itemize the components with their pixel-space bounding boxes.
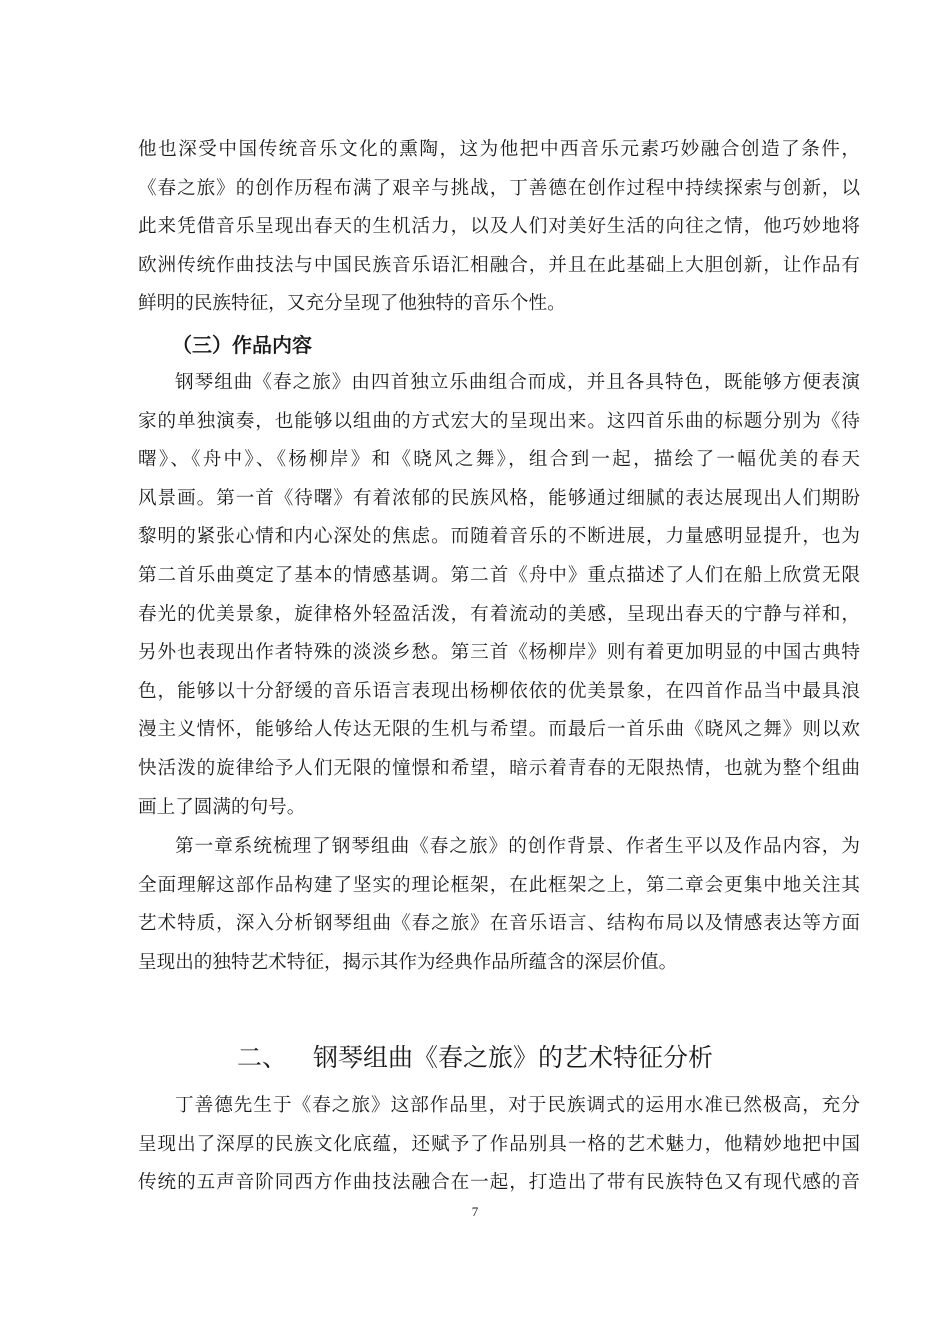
text-line: 曙》、《舟中》、《杨柳岸》和《晓风之舞》，组合到一起，描绘了一幅优美的春天: [138, 449, 860, 471]
paragraph-chapter-summary: [138, 828, 860, 982]
text-line: 第二首乐曲奠定了基本的情感基调。第二首《舟中》重点描述了人们在船上欣赏无限: [138, 564, 860, 586]
text-line: 画上了圆满的句号。: [138, 796, 306, 818]
text-line: 他也深受中国传统音乐文化的熏陶，这为他把中西音乐元素巧妙融合创造了条件，: [138, 139, 860, 160]
text-line: 快活泼的旋律给予人们无限的憧憬和希望，暗示着青春的无限热情，也就为整个组曲: [138, 757, 860, 779]
text-line: 春光的优美景象，旋律格外轻盈活泼，有着流动的美感，呈现出春天的宁静与祥和，: [138, 603, 860, 625]
text-line: 丁善德先生于《春之旅》这部作品里，对于民族调式的运用水准已然极高，充分: [175, 1095, 860, 1116]
subsection-heading: （三）作品内容: [172, 333, 312, 357]
text-line: 家的单独演奏，也能够以组曲的方式宏大的呈现出来。这四首乐曲的标题分别为《待: [138, 410, 860, 432]
text-line: 色，能够以十分舒缓的音乐语言表现出杨柳依依的优美景象，在四首作品当中最具浪: [138, 680, 860, 702]
text-line: 艺术特质，深入分析钢琴组曲《春之旅》在音乐语言、结构布局以及情感表达等方面: [138, 913, 860, 935]
text-line: 第一章系统梳理了钢琴组曲《春之旅》的创作背景、作者生平以及作品内容，为: [175, 836, 860, 857]
chapter-heading: [0, 1038, 950, 1078]
text-line: 鲜明的民族特征，又充分呈现了他独特的音乐个性。: [138, 293, 566, 315]
chapter-number: 二、: [236, 1043, 287, 1072]
text-line: 漫主义情怀，能够给人传达无限的生机与希望。而最后一首乐曲《晓风之舞》则以欢: [138, 719, 860, 741]
chapter-title: 钢琴组曲《春之旅》的艺术特征分析: [313, 1043, 714, 1072]
text-line: 钢琴组曲《春之旅》由四首独立乐曲组合而成，并且各具特色，既能够方便表演: [175, 372, 860, 393]
text-line: 《春之旅》的创作历程布满了艰辛与挑战，丁善德在创作过程中持续探索与创新，以: [138, 177, 860, 199]
paragraph-continuation: [138, 131, 860, 324]
text-line: 传统的五声音阶同西方作曲技法融合在一起，打造出了带有民族特色又有现代感的音: [138, 1172, 860, 1194]
text-line: 另外也表现出作者特殊的淡淡乡愁。第三首《杨柳岸》则有着更加明显的中国古典特: [138, 642, 860, 664]
text-line: 此来凭借音乐呈现出春天的生机活力，以及人们对美好生活的向往之情，他巧妙地将: [138, 216, 860, 238]
text-line: 呈现出的独特艺术特征，揭示其作为经典作品所蕴含的深层价值。: [138, 951, 678, 973]
page-number: 7: [471, 1204, 479, 1219]
paragraph-chapter-two-intro: [138, 1087, 860, 1203]
text-line: 呈现出了深厚的民族文化底蕴，还赋予了作品别具一格的艺术魅力，他精妙地把中国: [138, 1133, 860, 1155]
text-line: 全面理解这部作品构建了坚实的理论框架，在此框架之上，第二章会更集中地关注其: [138, 874, 860, 896]
paragraph-work-content: [138, 364, 860, 827]
text-line: 欧洲传统作曲技法与中国民族音乐语汇相融合，并且在此基础上大胆创新，让作品有: [138, 254, 860, 276]
text-line: 风景画。第一首《待曙》有着浓郁的民族风格，能够通过细腻的表达展现出人们期盼: [138, 487, 860, 509]
text-line: 黎明的紧张心情和内心深处的焦虑。而随着音乐的不断进展，力量感明显提升，也为: [138, 526, 860, 548]
